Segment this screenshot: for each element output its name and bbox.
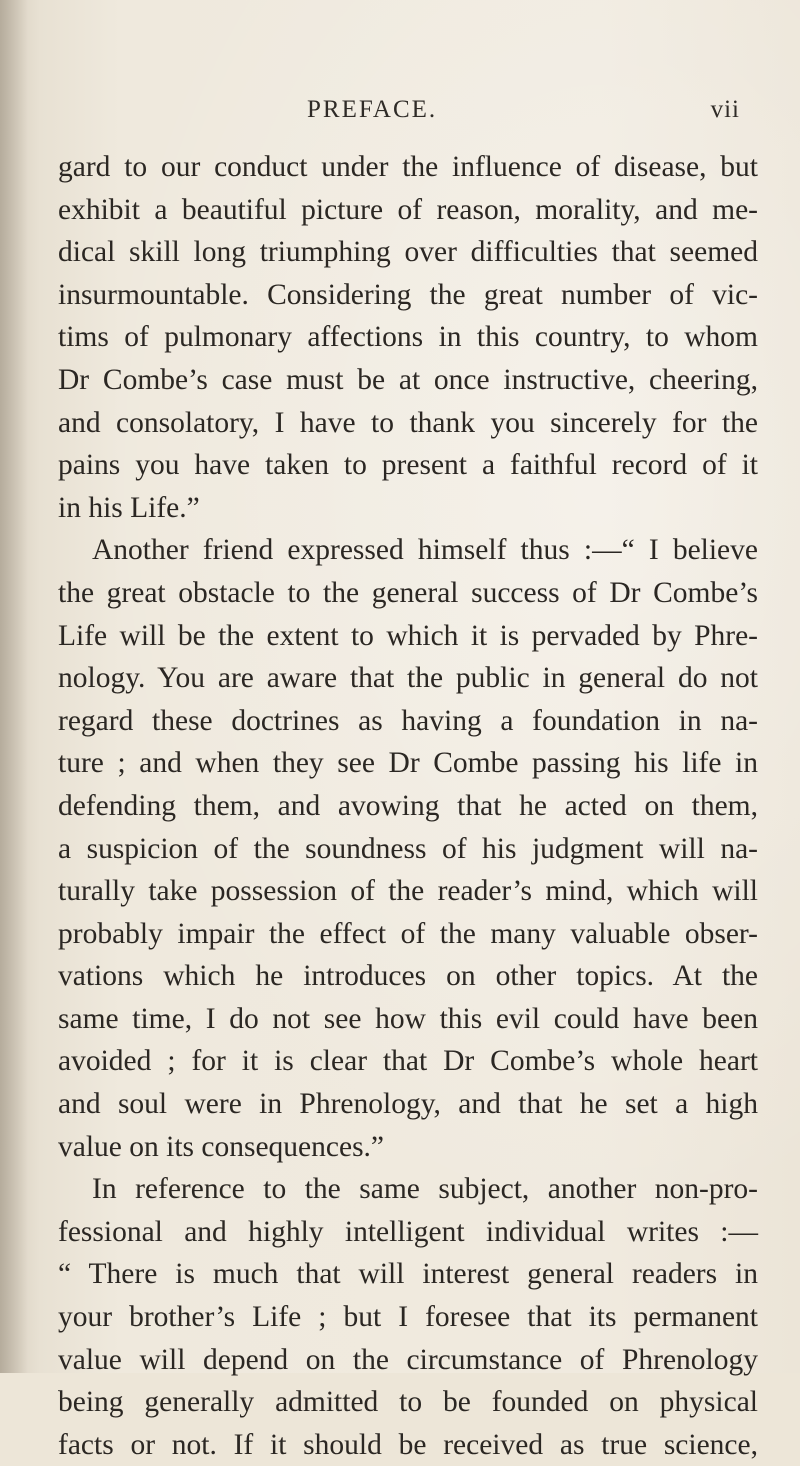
text-line: in his Life.” bbox=[58, 491, 200, 524]
text-line: dical skill long triumphing over difficulties that seemed bbox=[58, 236, 758, 269]
text-line: Life will be the extent to which it is pervaded by Phre- bbox=[58, 619, 758, 652]
text-line: Dr Combe’s case must be at once instructive, cheering, bbox=[58, 363, 758, 396]
text-line: In reference to the same subject, another non-pro- bbox=[92, 1173, 758, 1206]
text-line: a suspicion of the soundness of his judgment will na- bbox=[58, 832, 758, 865]
text-line: nology. You are aware that the public in general do not bbox=[58, 662, 758, 695]
text-line: value on its consequences.” bbox=[58, 1130, 385, 1163]
text-line: ture ; and when they see Dr Combe passing his life in bbox=[58, 747, 758, 780]
text-line: pains you have taken to present a faithful record of it bbox=[58, 449, 758, 482]
running-head bbox=[0, 96, 800, 136]
text-line: avoided ; for it is clear that Dr Combe’s whole heart bbox=[58, 1045, 758, 1078]
text-line: being generally admitted to be founded on physical bbox=[58, 1386, 758, 1419]
text-line: exhibit a beautiful picture of reason, morality, and me- bbox=[58, 193, 758, 226]
running-title: PREFACE. bbox=[307, 96, 438, 123]
text-line: same time, I do not see how this evil could have been bbox=[58, 1002, 758, 1035]
text-line: “ There is much that will interest general readers in bbox=[58, 1258, 758, 1291]
text-line: facts or not. If it should be received as true science, bbox=[58, 1428, 758, 1461]
text-line: vations which he introduces on other topics. At the bbox=[58, 960, 758, 993]
body-text bbox=[58, 146, 758, 1466]
text-line: insurmountable. Considering the great number of vic- bbox=[58, 278, 758, 311]
text-line: the great obstacle to the general success of Dr Combe’s bbox=[58, 576, 758, 609]
text-line: and soul were in Phrenology, and that he set a high bbox=[58, 1088, 758, 1121]
text-line: probably impair the effect of the many valuable obser- bbox=[58, 917, 758, 950]
text-line: tims of pulmonary affections in this country, to whom bbox=[58, 321, 758, 354]
text-line: fessional and highly intelligent individual writes :— bbox=[58, 1215, 758, 1248]
text-line: regard these doctrines as having a foundation in na- bbox=[58, 704, 758, 737]
page-number: vii bbox=[710, 96, 740, 123]
text-line: your brother’s Life ; but I foresee that its permanent bbox=[58, 1301, 758, 1334]
text-line: gard to our conduct under the influence of disease, but bbox=[58, 151, 758, 183]
text-line: defending them, and avowing that he acted on them, bbox=[58, 789, 758, 822]
text-line: and consolatory, I have to thank you sincerely for the bbox=[58, 406, 758, 439]
text-line: turally take possession of the reader’s mind, which will bbox=[58, 875, 758, 908]
text-line: value will depend on the circumstance of Phrenology bbox=[58, 1343, 758, 1376]
text-line: Another friend expressed himself thus :—“ I believe bbox=[92, 534, 758, 567]
